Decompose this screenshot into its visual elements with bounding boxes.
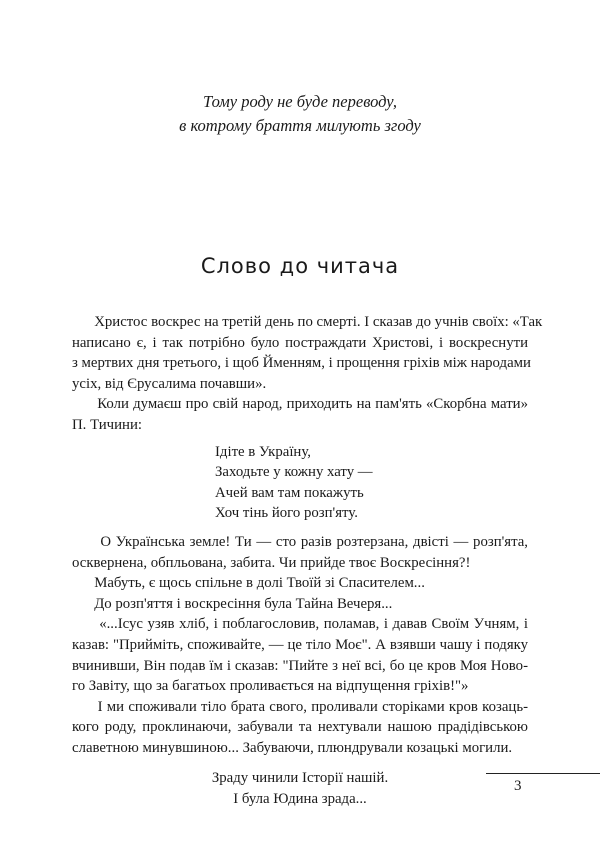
paragraph bbox=[72, 573, 528, 594]
text-line: П. Тичини: bbox=[72, 416, 142, 433]
text-line: го Завіту, що за багатьох проливається на відпущення гріхів!"» bbox=[72, 678, 469, 695]
page-title: Слово до читача bbox=[200, 254, 400, 278]
text-line: казав: "Прийміть, споживайте, — це тіло Моє". А взявши чашу і подяку bbox=[72, 636, 528, 653]
poem-line: Ачей вам там покажуть bbox=[215, 484, 364, 501]
footer-rule bbox=[486, 773, 600, 774]
closing-lines bbox=[72, 768, 528, 809]
poem-quote bbox=[215, 442, 528, 524]
text-line: Коли думаєш про свій народ, приходить на пам'ять «Скорбна мати» bbox=[72, 396, 528, 413]
text-line: кого роду, проклинаючи, забували та нехтували нашою прадідівською bbox=[72, 719, 528, 736]
paragraph bbox=[72, 532, 528, 573]
text-line: вчинивши, Він подав їм і сказав: "Пийте з неї всі, бо це кров Моя Ново- bbox=[72, 657, 528, 674]
poem-line: Хоч тінь його розп'яту. bbox=[215, 505, 358, 522]
poem-line: Заходьте у кожну хату — bbox=[215, 464, 373, 481]
text-line: Христос воскрес на третій день по смерті. І сказав до учнів своїх: «Так bbox=[72, 314, 543, 330]
text-line: написано є, і так потрібно було постраждати Христові, і воскреснути bbox=[72, 334, 528, 351]
text-line: осквернена, обпльована, забита. Чи прийде твоє Воскресіння?! bbox=[72, 554, 471, 571]
text-line: усіх, від Єрусалима почавши». bbox=[72, 375, 267, 392]
closing-line: І була Юдина зрада... bbox=[233, 791, 367, 808]
text-line: До розп'яття і воскресіння була Тайна Вечеря... bbox=[72, 595, 393, 612]
text-line: з мертвих дня третього, і щоб Йменням, і прощення гріхів між народами bbox=[72, 355, 531, 372]
page-number: 3 bbox=[514, 778, 522, 794]
text-line: О Українська земле! Ти — сто разів розтерзана, двісті — розп'ята, bbox=[72, 533, 528, 550]
poem-line: Ідіте в Україну, bbox=[215, 443, 311, 460]
text-line: «...Ісус узяв хліб, і поблагословив, поламав, і давав Своїм Учням, і bbox=[72, 616, 528, 633]
paragraph bbox=[72, 394, 528, 435]
text-line: І ми споживали тіло брата свого, проливали сторіками кров козаць- bbox=[72, 698, 528, 715]
text-line: Мабуть, є щось спільне в долі Твоїй зі Спасителем... bbox=[72, 575, 425, 592]
closing-line: Зраду чинили Історії нашій. bbox=[211, 770, 389, 787]
body-text bbox=[72, 312, 543, 810]
paragraph bbox=[72, 594, 528, 615]
epigraph bbox=[0, 90, 600, 138]
paragraph bbox=[72, 312, 543, 394]
paragraph bbox=[72, 697, 528, 759]
epigraph-line: в котрому браття милують згоду bbox=[179, 116, 421, 135]
epigraph-line: Тому роду не буде переводу, bbox=[203, 92, 397, 111]
text-line: славетною минувшиною... Забуваючи, плюндрували козацькі могили. bbox=[72, 739, 513, 756]
paragraph bbox=[72, 614, 528, 696]
